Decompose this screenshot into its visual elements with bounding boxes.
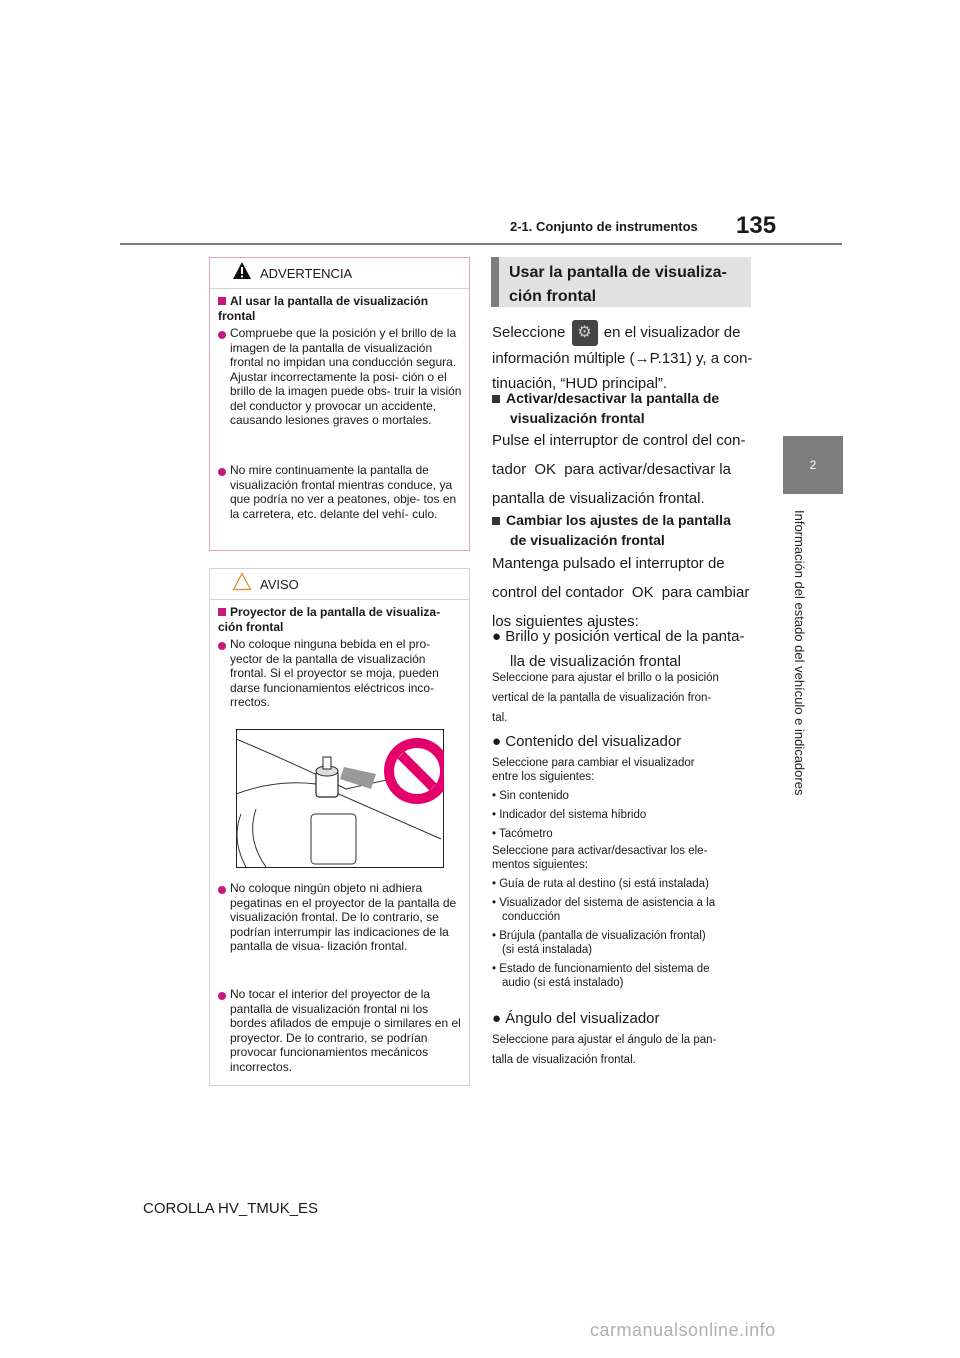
hud-projector-illustration [236, 729, 444, 868]
subsection-1-text: Pulse el interruptor de control del con- tador OK para activar/desactivar la pantalla de visualización frontal. [492, 432, 746, 507]
setting-item-2-desc: Seleccione para cambiar el visualizador entre los siguientes: • Sin contenido • Indicador del sistema híbrido • Tacómetro Seleccione para activar/desactivar los ele- mentos siguientes: • Guía de ruta al destino (si está instalada) • Visualizador del sistema de asistencia a la conducción • Brújula (pantalla de visualización frontal) (si está instalada) • Estado de funcionamiento del sistema de audio (si está instalado) [492, 757, 716, 989]
warning-icon [232, 261, 252, 281]
page-number: 135 [736, 212, 777, 239]
notice-bullet-2: No coloque ningún objeto ni adhiera pegatinas en el proyector de la pantalla de visualización frontal. De lo contrario, se podrían interrumpir las indicaciones de la pantalla de visua- lización frontal. [230, 881, 457, 953]
warning-section-title: Al usar la pantalla de visualización frontal [218, 294, 429, 323]
bullet-dot-icon: ● [492, 628, 502, 645]
intro-paragraph: Seleccione ⚙ en el visualizador de información múltiple (→P.131) y, a con- tinuación, “HUD principal”. [492, 320, 762, 396]
setting-item-3-desc: Seleccione para ajustar el ángulo de la pan- talla de visualización frontal. [492, 1034, 717, 1066]
bullet-dot-icon [218, 886, 226, 894]
caution-icon [232, 572, 252, 592]
section-title: 2-1. Conjunto de instrumentos [510, 219, 698, 234]
settings-gear-icon: ⚙ [572, 320, 598, 346]
setting-item-3: ● Ángulo del visualizador [492, 1010, 660, 1027]
chapter-number: 2 [809, 458, 817, 472]
bullet-dot-icon [218, 992, 226, 1000]
square-bullet-icon [218, 608, 226, 616]
bullet-dot-icon [218, 642, 226, 650]
notice-box [209, 568, 470, 1086]
document-footer: COROLLA HV_TMUK_ES [143, 1200, 319, 1217]
square-bullet-icon [492, 395, 500, 403]
subsection-title-1: Activar/desactivar la pantalla de visualización frontal [492, 388, 752, 428]
bullet-dot-icon [218, 331, 226, 339]
warning-title: ADVERTENCIA [260, 266, 353, 281]
section-heading: Usar la pantalla de visualiza- ción frontal [491, 257, 751, 307]
subsection-title-2: Cambiar los ajustes de la pantalla de visualización frontal [492, 510, 752, 550]
bullet-dot-icon [218, 468, 226, 476]
notice-bullet-1: No coloque ninguna bebida en el pro- yector de la pantalla de visualización frontal. Si el proyector se moja, pueden darse funcionamientos eléctricos inco- rrectos. [230, 637, 439, 709]
setting-item-1: ● Brillo y posición vertical de la panta- lla de visualización frontal [492, 628, 745, 670]
square-bullet-icon [492, 517, 500, 525]
chapter-title: Información del estado del vehículo e indicadores [792, 510, 807, 796]
warning-bullet-1: Compruebe que la posición y el brillo de la imagen de la pantalla de visualización frontal no impidan una conducción segura. Ajustar incorrectamente la posi- ción o el brillo de la imagen puede obs- truir la visión del conductor y provocar un accidente, causando lesiones graves o mortales. [230, 326, 462, 427]
notice-title: AVISO [260, 577, 299, 592]
header-rule [120, 243, 842, 245]
bullet-dot-icon: ● [492, 1010, 502, 1027]
notice-header [210, 569, 469, 600]
ok-button-icon: OK [534, 461, 557, 478]
notice-bullet-3: No tocar el interior del proyector de la pantalla de visualización frontal ni los bordes afilados de empuje o similares en el proyector. De lo contrario, se podrían provocar funcionamientos mecánicos incorrectos. [230, 987, 461, 1074]
square-bullet-icon [218, 297, 226, 305]
notice-section-title: Proyector de la pantalla de visualiza- ción frontal [218, 605, 441, 634]
bullet-dot-icon: ● [492, 733, 502, 750]
subsection-2-text: Mantenga pulsado el interruptor de control del contador OK para cambiar los siguientes ajustes: [492, 555, 750, 630]
setting-item-2: ● Contenido del visualizador [492, 733, 682, 750]
warning-header [210, 258, 469, 289]
watermark: carmanualsonline.info [590, 1320, 776, 1340]
setting-item-1-desc: Seleccione para ajustar el brillo o la posición vertical de la pantalla de visualización fron- tal. [492, 672, 719, 724]
warning-box [209, 257, 470, 551]
ok-button-icon: OK [631, 584, 654, 601]
warning-bullet-2: No mire continuamente la pantalla de visualización frontal mientras conduce, ya que podría no ver a peatones, obje- tos en la carretera, etc. delante del vehí- culo. [230, 463, 457, 521]
